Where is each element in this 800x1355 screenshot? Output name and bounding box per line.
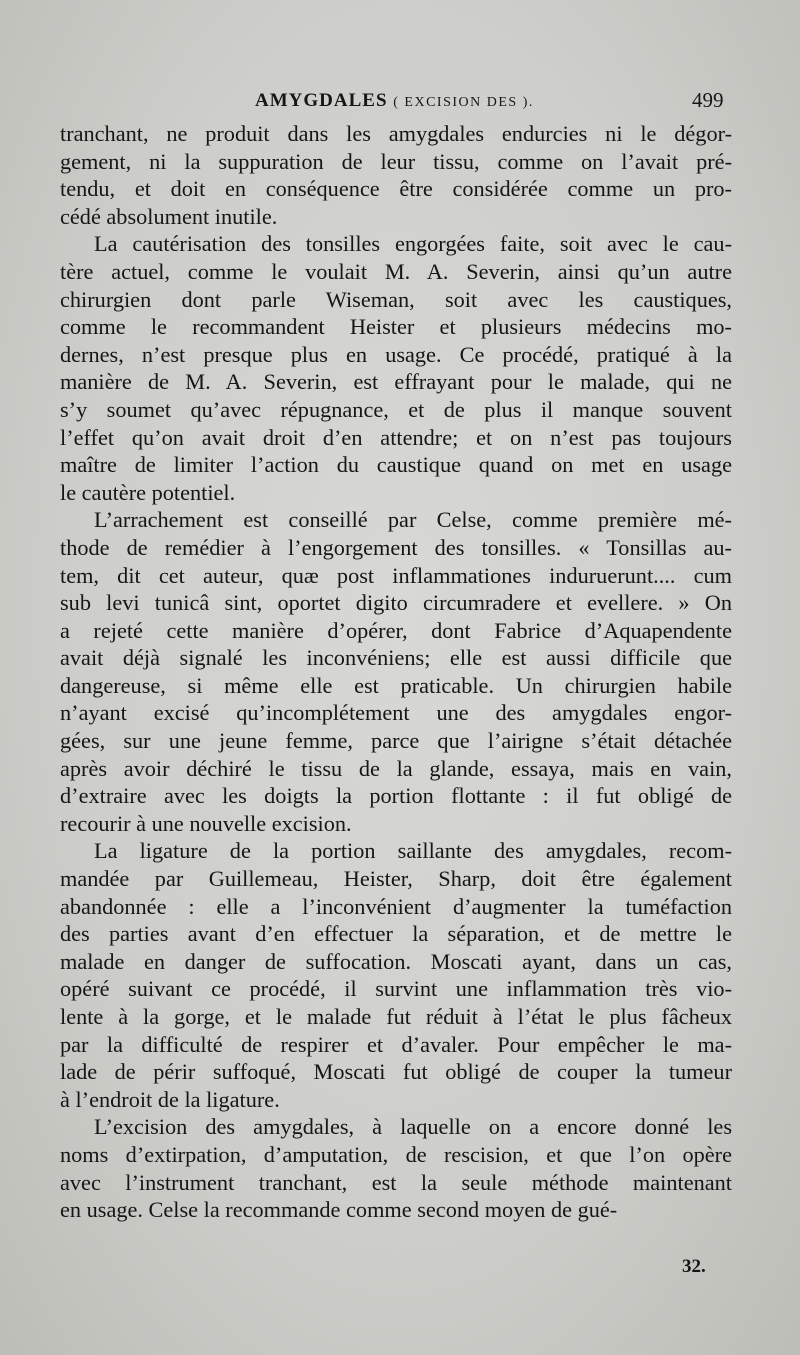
text-line: tendu, et doit en conséquence être considérée comme un pro- bbox=[60, 176, 732, 202]
running-title-sub: ( EXCISION DES ). bbox=[393, 95, 534, 110]
text-line: par la difficulté de respirer et d’avaler. Pour empêcher le ma- bbox=[60, 1031, 732, 1057]
text-line: sub levi tunicâ sint, oportet digito circumradere et evellere. » On bbox=[60, 590, 732, 616]
text-line: noms d’extirpation, d’amputation, de rescision, et que l’on opère bbox=[60, 1141, 732, 1167]
text-line: avec l’instrument tranchant, est la seule méthode maintenant bbox=[60, 1169, 732, 1195]
body-text bbox=[60, 120, 732, 1224]
text-line: l’effet qu’on avait droit d’en attendre; et on n’est pas toujours bbox=[60, 424, 732, 450]
paragraph bbox=[60, 506, 732, 837]
text-line: en usage. Celse la recommande comme second moyen de gué- bbox=[60, 1197, 618, 1223]
running-head bbox=[0, 88, 800, 118]
text-line: L’arrachement est conseillé par Celse, comme première mé- bbox=[94, 507, 732, 533]
paragraph bbox=[60, 1113, 732, 1223]
text-line: n’ayant excisé qu’incomplétement une des amygdales engor- bbox=[60, 700, 732, 726]
text-line: lente à la gorge, et le malade fut réduit à l’état le plus fâcheux bbox=[60, 1004, 732, 1029]
text-line: manière de M. A. Severin, est effrayant pour le malade, qui ne bbox=[60, 369, 732, 395]
text-line: La cautérisation des tonsilles engorgées faite, soit avec le cau- bbox=[94, 231, 732, 257]
text-line: des parties avant d’en effectuer la séparation, et de mettre le bbox=[60, 921, 732, 947]
text-line: comme le recommandent Heister et plusieurs médecins mo- bbox=[60, 314, 732, 340]
text-line: gement, ni la suppuration de leur tissu, comme on l’avait pré- bbox=[60, 148, 732, 174]
running-title bbox=[255, 90, 534, 112]
text-line: d’extraire avec les doigts la portion flottante : il fut obligé de bbox=[60, 783, 732, 809]
signature-mark: 32. bbox=[682, 1256, 706, 1277]
text-line: gées, sur une jeune femme, parce que l’airigne s’était détachée bbox=[60, 728, 732, 754]
text-line: maître de limiter l’action du caustique quand on met en usage bbox=[60, 452, 732, 478]
text-line: opéré suivant ce procédé, il survint une inflammation très vio- bbox=[60, 976, 732, 1002]
paragraph bbox=[60, 230, 732, 506]
text-line: dangereuse, si même elle est praticable. Un chirurgien habile bbox=[60, 672, 732, 698]
text-line: s’y soumet qu’avec répugnance, et de plus il manque souvent bbox=[60, 396, 732, 422]
text-line: dernes, n’est presque plus en usage. Ce procédé, pratiqué à la bbox=[60, 341, 732, 367]
paragraph bbox=[60, 837, 732, 1113]
text-line: tranchant, ne produit dans les amygdales endurcies ni le dégor- bbox=[60, 121, 732, 146]
text-line: La ligature de la portion saillante des amygdales, recom- bbox=[94, 838, 732, 864]
page-number: 499 bbox=[692, 88, 724, 112]
text-line: tère actuel, comme le voulait M. A. Severin, ainsi qu’un autre bbox=[60, 258, 732, 284]
text-line: abandonnée : elle a l’inconvénient d’augmenter la tuméfaction bbox=[60, 893, 732, 919]
text-line: cédé absolument inutile. bbox=[60, 203, 278, 229]
text-line: chirurgien dont parle Wiseman, soit avec les caustiques, bbox=[60, 286, 732, 312]
text-line: lade de périr suffoqué, Moscati fut obligé de couper la tumeur bbox=[60, 1059, 732, 1085]
text-line: tem, dit cet auteur, quæ post inflammationes induruerunt.... cum bbox=[60, 562, 732, 588]
paragraph bbox=[60, 120, 732, 230]
running-title-main: AMYGDALES bbox=[255, 90, 388, 111]
text-line: avait déjà signalé les inconvéniens; elle est aussi difficile que bbox=[60, 645, 732, 671]
text-line: a rejeté cette manière d’opérer, dont Fabrice d’Aquapendente bbox=[60, 617, 732, 643]
text-line: après avoir déchiré le tissu de la glande, essaya, mais en vain, bbox=[60, 755, 732, 781]
text-line: recourir à une nouvelle excision. bbox=[60, 810, 352, 836]
text-line: thode de remédier à l’engorgement des tonsilles. « Tonsillas au- bbox=[60, 534, 732, 560]
text-line: mandée par Guillemeau, Heister, Sharp, doit être également bbox=[60, 866, 732, 892]
text-line: à l’endroit de la ligature. bbox=[60, 1086, 280, 1112]
text-line: L’excision des amygdales, à laquelle on a encore donné les bbox=[94, 1114, 732, 1140]
text-line: malade en danger de suffocation. Moscati ayant, dans un cas, bbox=[60, 948, 732, 974]
text-line: le cautère potentiel. bbox=[60, 479, 236, 505]
